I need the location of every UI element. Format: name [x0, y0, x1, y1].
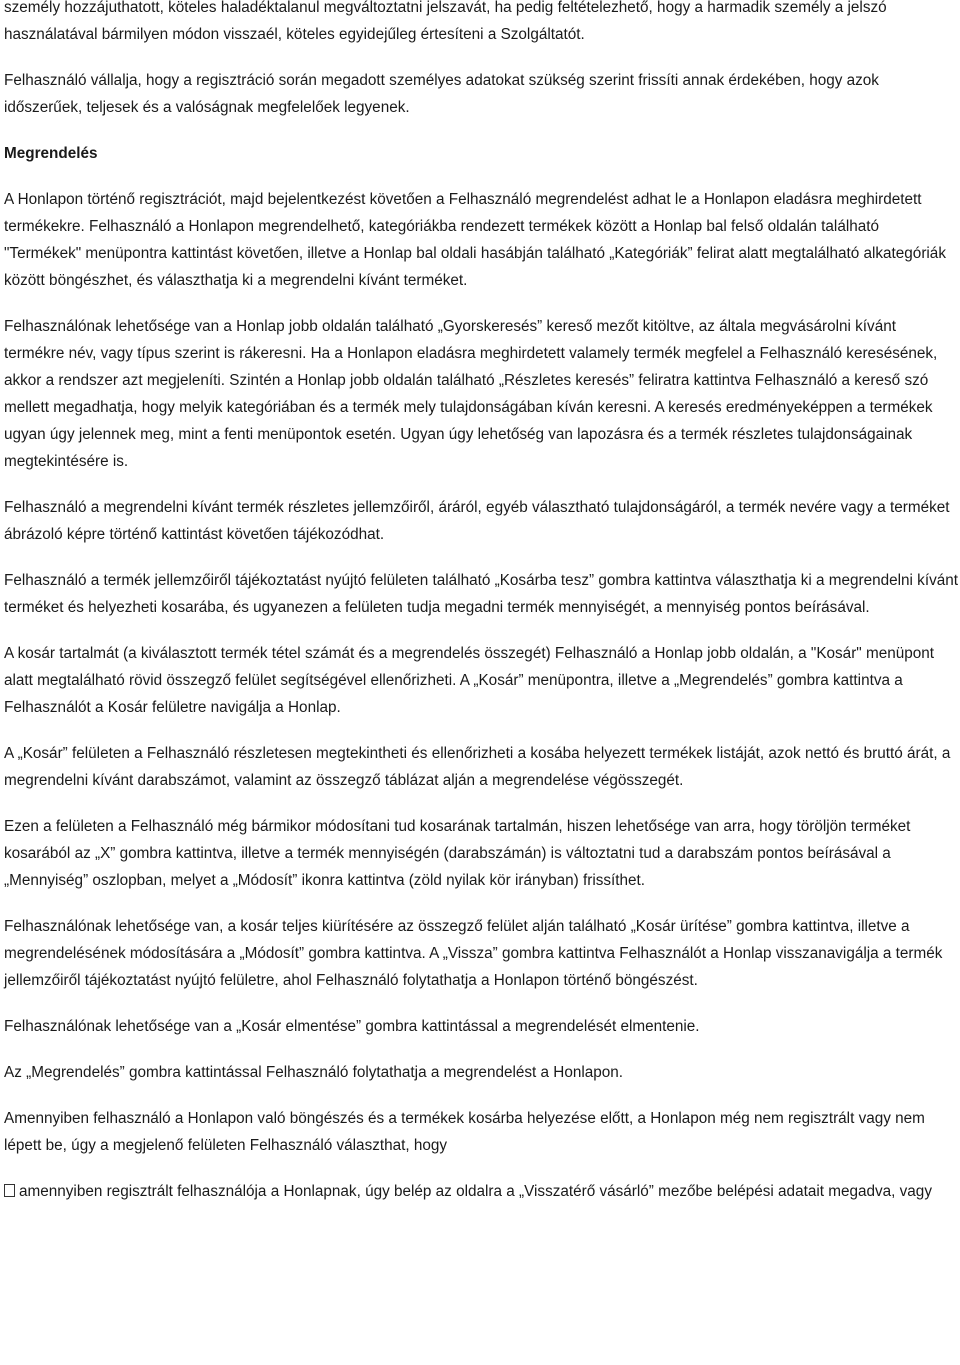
- paragraph-password-notice: személy hozzájuthatott, köteles haladéktalanul megváltoztatni jelszavát, ha pedig feltételezhető, hogy a harmadik személy a jelszó használatával bármilyen módon visszaél, köteles egyidejűleg értesíteni a Szolgáltatót.: [4, 0, 887, 43]
- bullet-box-icon: [4, 1184, 15, 1197]
- paragraph-not-registered: Amennyiben felhasználó a Honlapon való böngészés és a termékek kosárba helyezése előtt, a Honlapon még nem regisztrált vagy nem lépett be, úgy a megjelenő felületen Felhasználó választhat, hogy: [4, 1110, 925, 1154]
- paragraph-cart-save: Felhasználónak lehetősége van a „Kosár elmentése” gombra kattintással a megrendelését elmentenie.: [4, 1018, 700, 1035]
- document-body: [4, 0, 960, 1224]
- paragraph-quick-search: Felhasználónak lehetősége van a Honlap jobb oldalán található „Gyorskeresés” kereső mezőt kitöltve, az általa megvásárolni kívánt termékre név, vagy típus szerint is rákeresni. Ha a Honlapon eladásra meghirdetett valamely termék megfelel a Felhasználó keresésének, akkor a rendszer azt megjeleníti. Szintén a Honlap jobb oldalán található „Részletes keresés” feliratra kattintva Felhasználó a kereső szó mellett megadhatja, hogy melyik kategóriában és a termék mely tulajdonságában kíván keresni. A keresés eredményeképpen a termékek ugyan úgy jelennek meg, mint a fenti menüpontok esetén. Ugyan úgy lehetőség van lapozásra és a termék részletes tulajdonságainak megtekintésére is.: [4, 318, 938, 470]
- paragraph-add-to-cart: Felhasználó a termék jellemzőiről tájékoztatást nyújtó felületen található „Kosárba tesz” gombra kattintva választhatja ki a megrendelni kívánt terméket és helyezheti kosarába, és ugyanezen a felületen tudja megadni termék mennyiségét, a mennyiség pontos beírásával.: [4, 572, 958, 616]
- paragraph-data-update: Felhasználó vállalja, hogy a regisztráció során megadott személyes adatokat szükség szerint frissíti annak érdekében, hogy azok időszerűek, teljesek és a valóságnak megfelelőek legyenek.: [4, 72, 879, 116]
- paragraph-cart-summary: A kosár tartalmát (a kiválasztott termék tétel számát és a megrendelés összegét) Felhasználó a Honlap jobb oldalán, a "Kosár" menüpont alatt megtalálható rövid összegző felület segítségével ellenőrizheti. A „Kosár” menüpontra, illetve a „Megrendelés” gombra kattintva a Felhasználót a Kosár felületre navigálja a Honlap.: [4, 645, 935, 716]
- paragraph-product-details: Felhasználó a megrendelni kívánt termék részletes jellemzőiről, áráról, egyéb választható tulajdonságáról, a termék nevére vagy a terméket ábrázoló képre történő kattintást követően tájékozódhat.: [4, 499, 950, 543]
- bullet-item-text: amennyiben regisztrált felhasználója a Honlapnak, úgy belép az oldalra a „Visszatérő vásárló” mezőbe belépési adatait megadva, vagy: [19, 1183, 932, 1200]
- paragraph-order-intro: A Honlapon történő regisztrációt, majd bejelentkezést követően a Felhasználó megrendelést adhat le a Honlapon eladásra meghirdetett termékekre. Felhasználó a Honlapon megrendelhető, kategóriákba rendezett termékek között a Honlap bal felső oldalán található "Termékek" menüpontra kattintást követően, illetve a Honlap bal oldali hasábján található „Kategóriák” felirat alatt megtalálható alkategóriák között böngészhet, és választhatja ki a megrendelni kívánt terméket.: [4, 191, 946, 289]
- paragraph-cart-view: A „Kosár” felületen a Felhasználó részletesen megtekintheti és ellenőrizheti a kosába helyezett termékek listáját, azok nettó és bruttó árát, a megrendelni kívánt darabszámot, valamint az összegző táblázat alján a megrendelése végösszegét.: [4, 745, 951, 789]
- paragraph-order-continue: Az „Megrendelés” gombra kattintással Felhasználó folytathatja a megrendelést a Honlapon.: [4, 1064, 624, 1081]
- bullet-item-returning-customer: [4, 1178, 960, 1205]
- section-heading-order: Megrendelés: [4, 145, 98, 162]
- paragraph-cart-modify: Ezen a felületen a Felhasználó még bármikor módosítani tud kosarának tartalmán, hiszen lehetősége van arra, hogy töröljön terméket kosarából az „X” gombra kattintva, illetve a termék mennyiségén (darabszámán) is változtatni tud a darabszám pontos beírásával a „Mennyiség” oszlopban, melyet a „Módosít” ikonra kattintva (zöld nyilak kör irányban) frissíthet.: [4, 818, 911, 889]
- paragraph-cart-empty: Felhasználónak lehetősége van, a kosár teljes kiürítésére az összegző felület alján található „Kosár ürítése” gombra kattintva, illetve a megrendelésének módosítására a „Módosít” gombra kattintva. A „Vissza” gombra kattintva Felhasználót a Honlap visszanavigálja a termék jellemzőiről tájékoztatást nyújtó felületre, ahol Felhasználó folytathatja a Honlapon történő böngészést.: [4, 918, 943, 989]
